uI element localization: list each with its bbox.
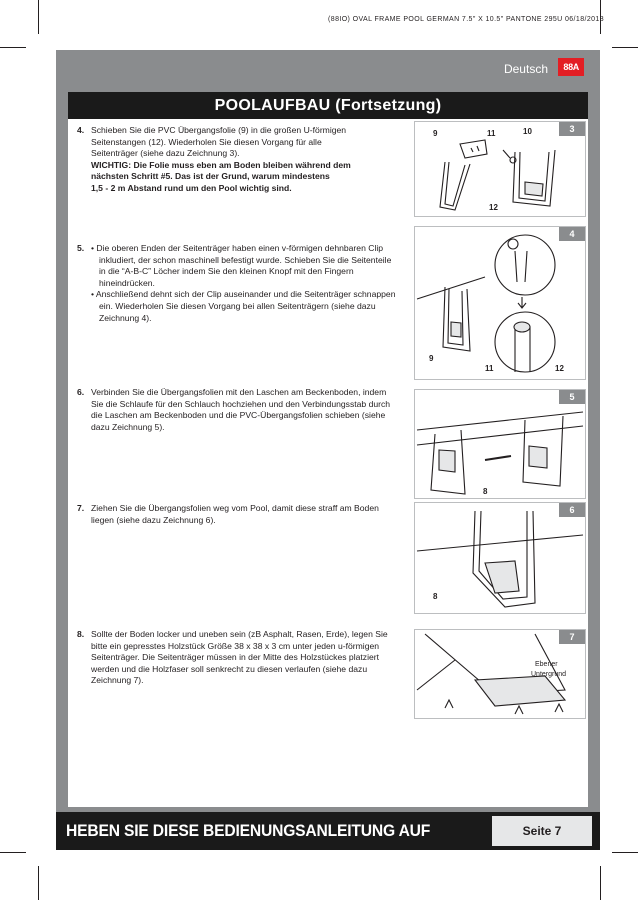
drawing-4-illustration xyxy=(415,227,585,379)
bullet-text: • Anschließend dehnt sich der Clip auseinander und die Seitenträger schnappen ein. Wiederholen Sie diesen Vorgang bei allen Seitenträgern (siehe dazu Zeichnung 4). xyxy=(91,289,396,323)
drawing-number: 5 xyxy=(559,390,585,404)
footer-bar xyxy=(56,812,600,850)
crop-mark xyxy=(38,0,39,34)
step-text: Ziehen Sie die Übergangsfolien weg vom Pool, damit diese straff am Boden liegen (siehe dazu Zeichnung 6). xyxy=(91,503,379,525)
callout-label: 8 xyxy=(433,592,438,601)
drawing-3 xyxy=(414,121,586,217)
drawing-6-illustration xyxy=(415,503,585,613)
drawing-5 xyxy=(414,389,586,499)
step-line: Seitenstangen (12). Wiederholen Sie diesen Vorgang für alle xyxy=(91,136,322,147)
warning-line: 1,5 - 2 m Abstand rund um den Pool wichtig sind. xyxy=(91,182,292,193)
step-7 xyxy=(77,503,396,526)
step-number: 6. xyxy=(77,387,85,397)
crop-mark xyxy=(612,852,638,853)
crop-mark xyxy=(0,47,26,48)
callout-label: 12 xyxy=(489,203,498,212)
drawing-number: 3 xyxy=(559,122,585,136)
crop-mark xyxy=(612,47,638,48)
step-text: Sollte der Boden locker und uneben sein (zB Asphalt, Rasen, Erde), legen Sie bitte ein gepresstes Holzstück Größe 38 x 38 x 3 cm unter jeden u-förmigen Seitenträger. Die Seitenträger müssen in der Mitte des Holzstückes platziert werden und die Holzfaser soll senkrecht zu diesen verlaufen (siehe dazu Zeichnung 7). xyxy=(91,629,388,686)
crop-mark xyxy=(0,852,26,853)
drawing-5-illustration xyxy=(415,390,585,498)
step-4 xyxy=(77,125,396,195)
page-code-badge: 88A xyxy=(558,58,584,76)
content-panel xyxy=(68,119,588,807)
drawing-number: 7 xyxy=(559,630,585,644)
callout-label: 8 xyxy=(483,487,488,496)
callout-label: Ebener xyxy=(535,661,558,668)
step-line: Seitenträger (siehe dazu Zeichnung 3). xyxy=(91,148,240,159)
drawing-6 xyxy=(414,502,586,614)
warning-line: WICHTIG: Die Folie muss eben am Boden bleiben während dem xyxy=(91,159,351,170)
language-label: Deutsch xyxy=(503,62,548,76)
step-number: 5. xyxy=(77,243,85,253)
step-number: 7. xyxy=(77,503,85,513)
callout-label: 9 xyxy=(429,354,434,363)
callout-label: 11 xyxy=(485,364,494,373)
footer-text: HEBEN SIE DIESE BEDIENUNGSANLEITUNG AUF xyxy=(66,821,431,840)
step-number: 4. xyxy=(77,125,85,135)
crop-mark xyxy=(38,866,39,900)
step-text: Verbinden Sie die Übergangsfolien mit den Laschen am Beckenboden, indem Sie die Schlaufe für den Schlauch hochziehen und den Verbindungsstab durch die Laschen am Beckenboden und die PVC-Übergangsfolien schieben (siehe dazu Zeichnung 5). xyxy=(91,387,391,432)
crop-mark xyxy=(600,866,601,900)
page-number: Seite 7 xyxy=(492,816,592,846)
page-title: POOLAUFBAU (Fortsetzung) xyxy=(68,92,588,119)
step-6 xyxy=(77,387,396,433)
callout-label: 9 xyxy=(433,129,438,138)
callout-label: Untergrund xyxy=(531,671,567,678)
callout-label: 10 xyxy=(523,127,532,136)
step-line: Schieben Sie die PVC Übergangsfolie (9) in die großen U-förmigen xyxy=(91,125,347,135)
step-8 xyxy=(77,629,396,687)
step-number: 8. xyxy=(77,629,85,639)
step-5 xyxy=(77,243,396,324)
bullet-text: • Die oberen Enden der Seitenträger haben einen v-förmigen dehnbaren Clip inkludiert, der schon maschinell befestigt wurde. Schieben Sie die Seitenteile in die “A-B-C” Löcher indem Sie den kleinen Knopf mit den Fingern hineindrücken. xyxy=(91,243,392,288)
callout-label: 11 xyxy=(487,129,496,138)
callout-label: 12 xyxy=(555,364,564,373)
print-info: (88IO) OVAL FRAME POOL GERMAN 7.5" X 10.5" PANTONE 295U 06/18/2013 xyxy=(328,16,604,23)
page-frame xyxy=(56,50,600,850)
drawing-3-illustration xyxy=(415,122,585,216)
drawing-7 xyxy=(414,629,586,719)
drawing-number: 6 xyxy=(559,503,585,517)
drawing-number: 4 xyxy=(559,227,585,241)
warning-line: nächsten Schritt #5. Das ist der Grund, warum mindestens xyxy=(91,171,330,182)
drawing-4 xyxy=(414,226,586,380)
